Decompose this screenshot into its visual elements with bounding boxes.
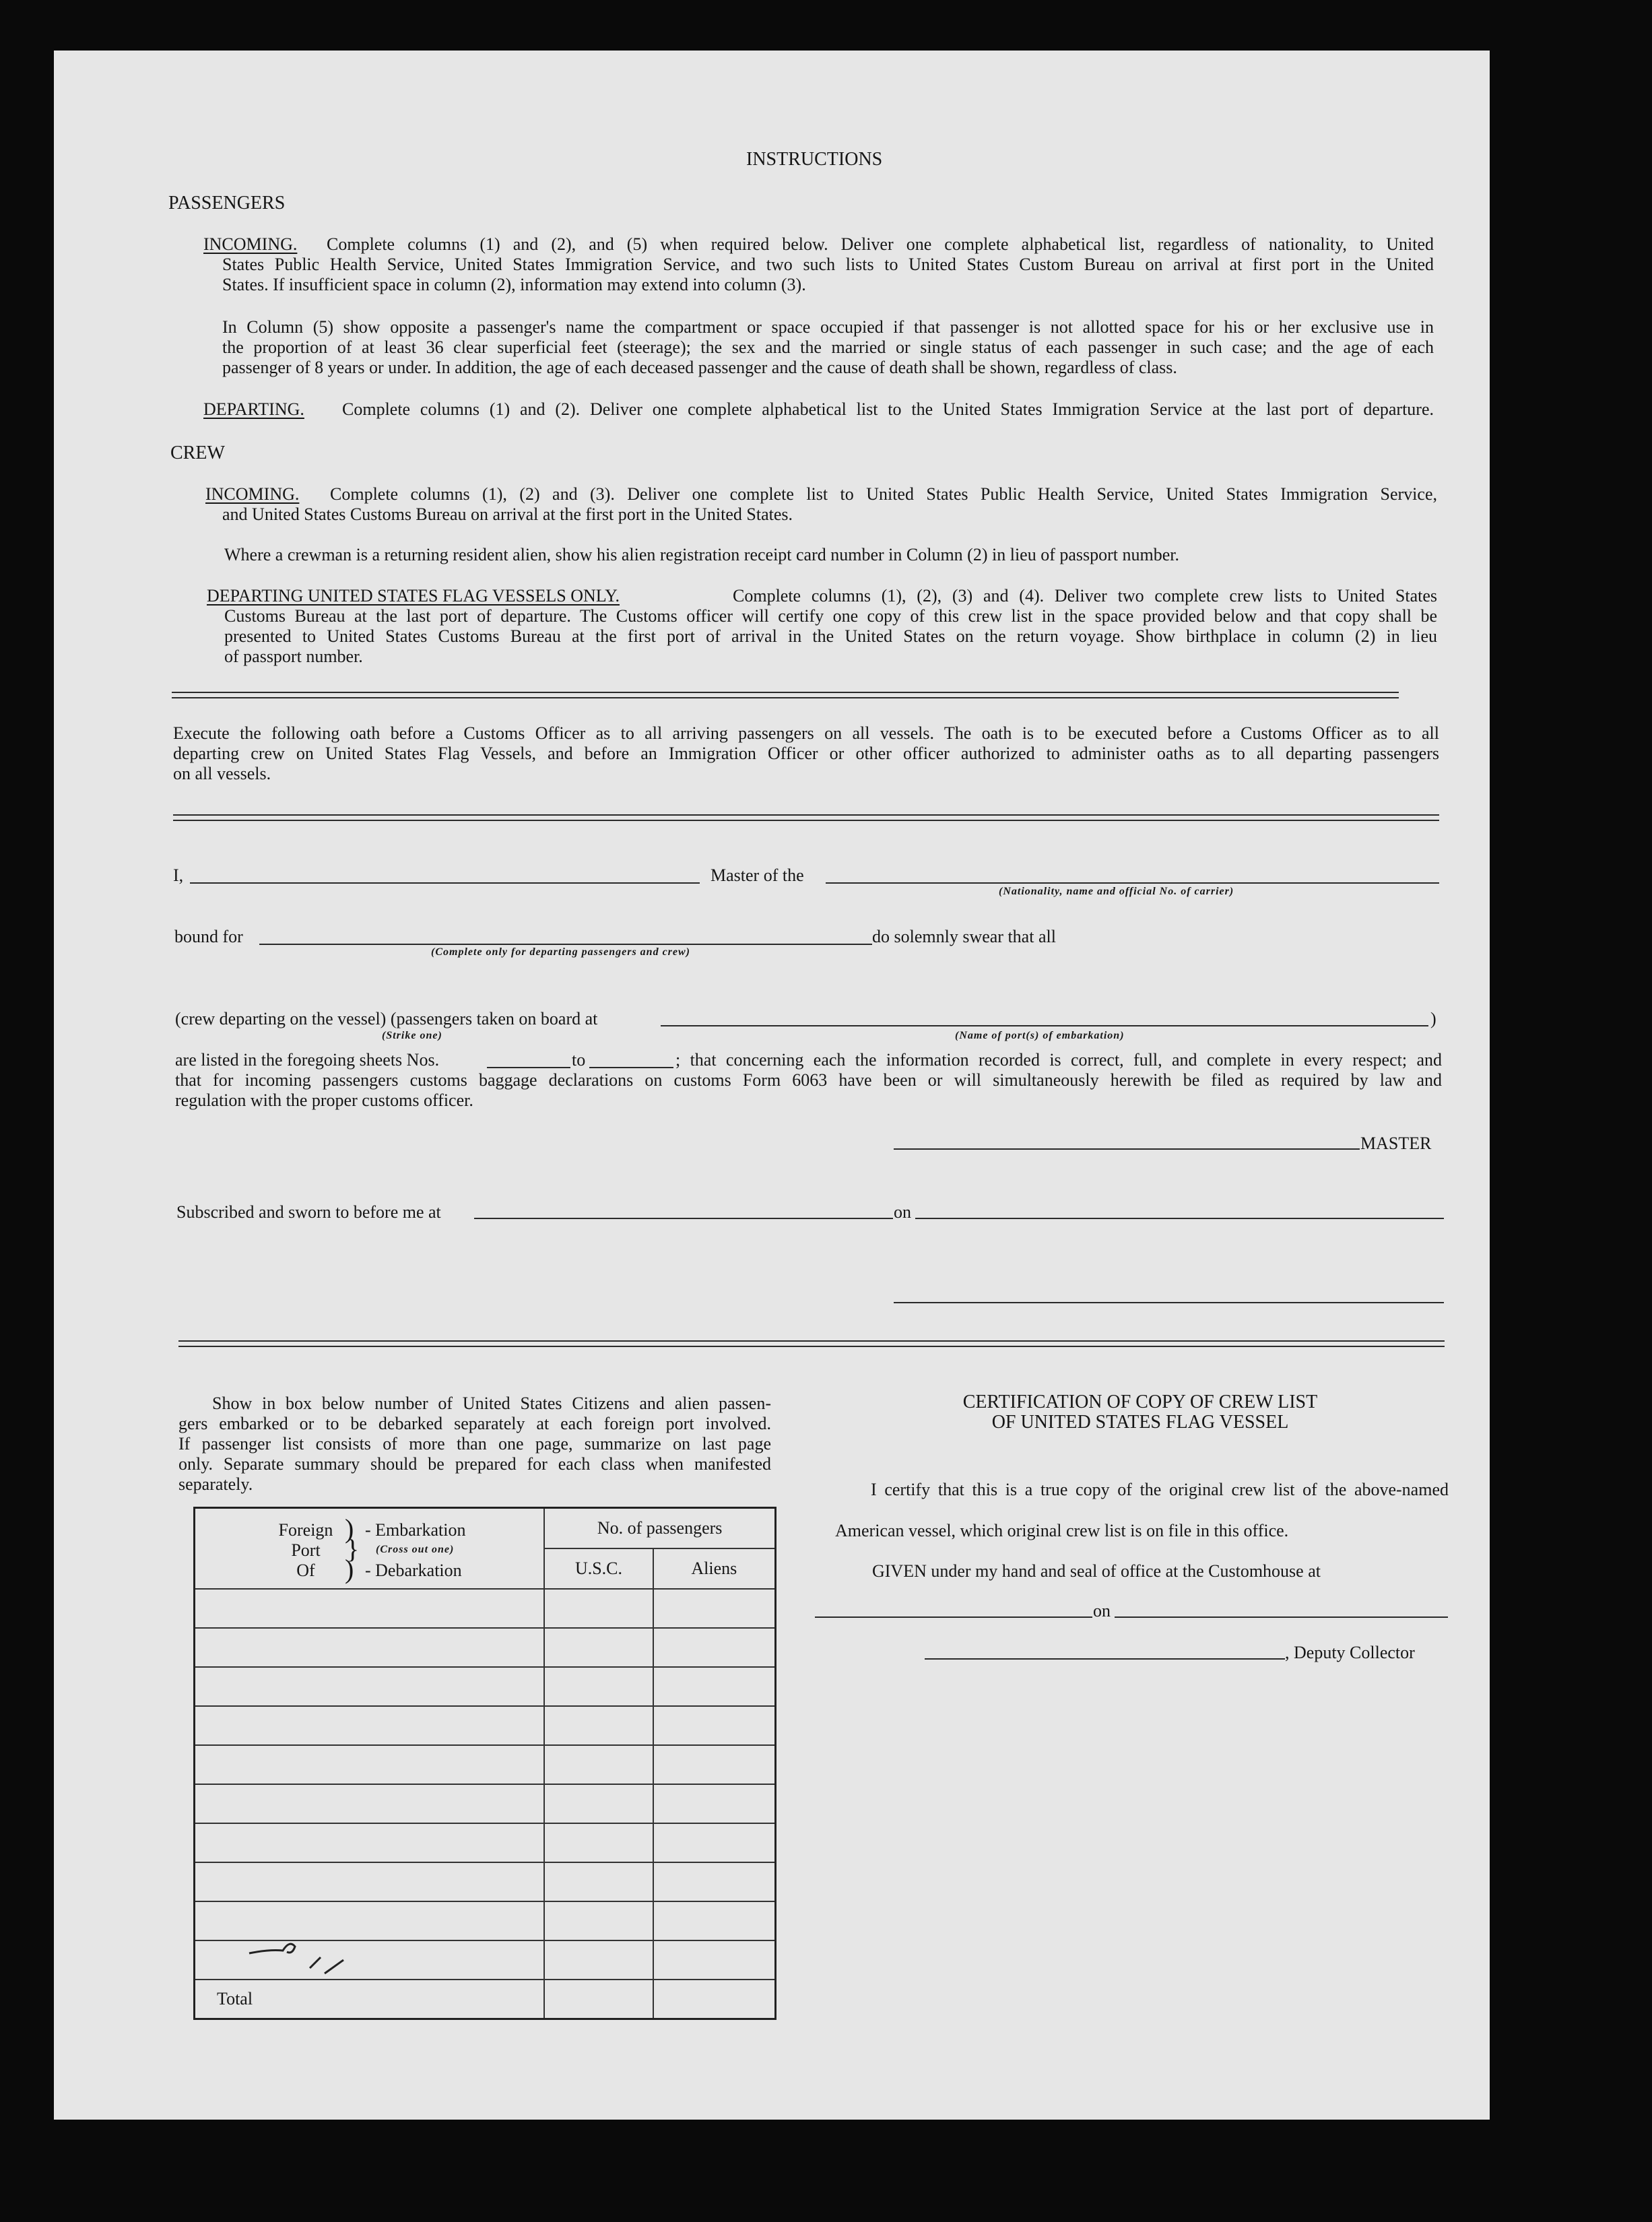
crew-resident-text: Where a crewman is a returning resident alien, show his alien registration receipt card number in Column (2) in lieu of passport number.	[224, 545, 1180, 564]
aliens-cell[interactable]	[653, 1706, 776, 1745]
sworn-date-field[interactable]	[915, 1218, 1444, 1219]
bound-for-caption: (Complete only for departing passengers and crew)	[431, 946, 690, 958]
table-row	[195, 1628, 776, 1667]
aliens-cell[interactable]	[653, 1823, 776, 1862]
port-cell[interactable]	[195, 1589, 545, 1628]
handwritten-mark	[242, 1926, 357, 1980]
table-row	[195, 1667, 776, 1706]
usc-cell[interactable]	[544, 1784, 653, 1823]
debarkation-label: - Debarkation	[365, 1561, 462, 1580]
close-paren: )	[1430, 1009, 1436, 1028]
master-label: MASTER	[1360, 1134, 1432, 1153]
certification-date-field[interactable]	[1115, 1616, 1448, 1618]
usc-cell[interactable]	[544, 1901, 653, 1940]
total-aliens-cell[interactable]	[653, 1980, 776, 2019]
usc-cell[interactable]	[544, 1628, 653, 1667]
passengers-incoming-line2: States Public Health Service, United States Immigration Service, and two such lists to United States Custom Bureau on arrival at first port in the United	[222, 255, 1434, 274]
section-divider	[172, 692, 1399, 698]
port-cell[interactable]	[195, 1862, 545, 1901]
table-row	[195, 1745, 776, 1784]
customhouse-field[interactable]	[815, 1616, 1092, 1618]
listed-text-a: are listed in the foregoing sheets Nos.	[175, 1050, 440, 1070]
bound-for-label: bound for	[174, 927, 243, 946]
no-passengers-header: No. of passengers	[544, 1508, 775, 1549]
aliens-cell[interactable]	[653, 1784, 776, 1823]
listed-to: to	[572, 1050, 586, 1070]
section-divider	[173, 814, 1439, 821]
ports-caption: (Name of port(s) of embarkation)	[955, 1030, 1125, 1041]
strike-one-caption: (Strike one)	[382, 1030, 442, 1041]
certification-title-2: OF UNITED STATES FLAG VESSEL	[991, 1412, 1289, 1433]
port-cell[interactable]	[195, 1628, 545, 1667]
column5-line3: passenger of 8 years or under. In addition, the age of each deceased passenger and the cause of death shall be shown, regardless of class.	[222, 358, 1177, 377]
port-header	[195, 1508, 545, 1590]
master-of-label: Master of the	[711, 865, 804, 885]
embarkation-label: - Embarkation	[365, 1520, 466, 1540]
listed-line3: regulation with the proper customs officer.	[175, 1090, 473, 1110]
certification-title-1: CERTIFICATION OF COPY OF CREW LIST	[962, 1392, 1318, 1412]
passengers-incoming-label: INCOMING.	[203, 234, 298, 254]
aliens-header: Aliens	[653, 1548, 776, 1589]
usc-cell[interactable]	[544, 1862, 653, 1901]
crew-departing-line4: of passport number.	[224, 647, 363, 666]
sheet-to-field[interactable]	[589, 1067, 673, 1068]
column5-line2: the proportion of at least 36 clear superficial feet (steerage); the sex and the married or single status of each passenger in such case; and the age of each	[222, 337, 1434, 357]
bound-for-field[interactable]	[259, 944, 872, 945]
officer-signature-field[interactable]	[894, 1302, 1444, 1303]
usc-cell[interactable]	[544, 1589, 653, 1628]
port-cell[interactable]	[195, 1706, 545, 1745]
aliens-cell[interactable]	[653, 1745, 776, 1784]
total-label: Total	[217, 1989, 253, 2008]
master-name-field[interactable]	[190, 882, 700, 884]
crew-incoming-label: INCOMING.	[205, 484, 300, 504]
total-usc-cell[interactable]	[544, 1980, 653, 2019]
listed-text-b: ; that concerning each the information recorded is correct, full, and complete in every respect; and	[675, 1050, 1442, 1070]
crew-incoming-line1: Complete columns (1), (2) and (3). Deliver one complete list to United States Public Health Service, United States Immigration Service,	[330, 484, 1437, 504]
aliens-cell[interactable]	[653, 1862, 776, 1901]
port-cell[interactable]	[195, 1745, 545, 1784]
port-cell[interactable]	[195, 1667, 545, 1706]
port-cell[interactable]	[195, 1823, 545, 1862]
table-row	[195, 1706, 776, 1745]
usc-cell[interactable]	[544, 1745, 653, 1784]
summary-line2: gers embarked or to be debarked separately at each foreign port involved.	[178, 1414, 771, 1433]
sworn-place-field[interactable]	[474, 1218, 893, 1219]
usc-cell[interactable]	[544, 1667, 653, 1706]
summary-line3: If passenger list consists of more than one page, summarize on last page	[178, 1434, 771, 1453]
passengers-title: PASSENGERS	[168, 193, 286, 214]
aliens-cell[interactable]	[653, 1901, 776, 1940]
certification-on-label: on	[1093, 1601, 1111, 1621]
crew-departing-line3: presented to United States Customs Bureau at the first port of arrival in the United States on the return voyage. Show birthplace in column (2) in lieu	[224, 626, 1437, 646]
oath-intro-line1: Execute the following oath before a Customs Officer as to all arriving passengers on all vessels. The oath is to be executed before a Customs Officer as to all	[173, 723, 1439, 743]
subscribed-text: Subscribed and sworn to before me at	[176, 1202, 441, 1222]
crew-departing-text: (crew departing on the vessel) (passengers taken on board at	[175, 1009, 598, 1028]
oath-intro-line3: on all vessels.	[173, 764, 271, 783]
page-heading: INSTRUCTIONS	[746, 149, 883, 170]
of-label: Of	[296, 1561, 315, 1580]
brace-bottom: )	[345, 1554, 354, 1584]
port-label: Port	[291, 1540, 321, 1560]
section-divider	[178, 1340, 1445, 1347]
foreign-label: Foreign	[278, 1520, 333, 1540]
usc-cell[interactable]	[544, 1823, 653, 1862]
summary-line1: Show in box below number of United States Citizens and alien passen-	[212, 1394, 771, 1413]
embarkation-ports-field[interactable]	[661, 1025, 1428, 1026]
deputy-collector-label: , Deputy Collector	[1285, 1643, 1415, 1662]
summary-line4: only. Separate summary should be prepared for each class when manifested	[178, 1454, 771, 1474]
carrier-field[interactable]	[826, 882, 1439, 884]
oath-intro-line2: departing crew on United States Flag Vessels, and before an Immigration Officer or other officer authorized to administer oaths as to all departing passengers	[173, 744, 1439, 763]
table-row	[195, 1823, 776, 1862]
crew-departing-line1: Complete columns (1), (2), (3) and (4). Deliver two complete crew lists to United States	[733, 586, 1437, 606]
crew-departing-line2: Customs Bureau at the last port of departure. The Customs officer will certify one copy of this crew list in the space provided below and that copy shall be	[224, 606, 1437, 626]
summary-line5: separately.	[178, 1474, 253, 1494]
table-row	[195, 1862, 776, 1901]
aliens-cell[interactable]	[653, 1667, 776, 1706]
certification-line3: GIVEN under my hand and seal of office at the Customhouse at	[872, 1561, 1321, 1581]
aliens-cell[interactable]	[653, 1589, 776, 1628]
total-row	[195, 1980, 776, 2019]
master-signature-field[interactable]	[894, 1148, 1360, 1150]
table-row	[195, 1784, 776, 1823]
cross-out-caption: (Cross out one)	[376, 1544, 455, 1555]
crew-title: CREW	[170, 443, 225, 463]
column5-line1: In Column (5) show opposite a passenger's name the compartment or space occupied if that passenger is not allotted space for his or her exclusive use in	[222, 317, 1434, 337]
usc-header: U.S.C.	[544, 1548, 653, 1589]
aliens-cell[interactable]	[653, 1628, 776, 1667]
sheet-from-field[interactable]	[487, 1067, 570, 1068]
listed-line2: that for incoming passengers customs baggage declarations on customs Form 6063 have been or will simultaneously herewith be filed as required by law and	[175, 1070, 1442, 1090]
passengers-departing-label: DEPARTING.	[203, 399, 304, 419]
swear-text: do solemnly swear that all	[872, 927, 1056, 946]
carrier-caption: (Nationality, name and official No. of carrier)	[999, 886, 1234, 897]
passengers-incoming-line1: Complete columns (1) and (2), and (5) when required below. Deliver one complete alphabetical list, regardless of nationality, to United	[327, 234, 1434, 254]
certification-line1: I certify that this is a true copy of the original crew list of the above-named	[871, 1480, 1449, 1499]
crew-incoming-line2: and United States Customs Bureau on arrival at the first port in the United States.	[222, 504, 793, 524]
passengers-departing-text: Complete columns (1) and (2). Deliver one complete alphabetical list to the United States Immigration Service at the last port of departure.	[342, 399, 1434, 419]
crew-departing-label: DEPARTING UNITED STATES FLAG VESSELS ONLY.	[207, 586, 620, 606]
brace-mid: }	[346, 1534, 360, 1564]
table-row	[195, 1589, 776, 1628]
usc-cell[interactable]	[544, 1940, 653, 1980]
brace-top: )	[345, 1513, 354, 1544]
aliens-cell[interactable]	[653, 1940, 776, 1980]
certification-line2: American vessel, which original crew list is on file in this office.	[835, 1521, 1289, 1540]
oath-i-label: I,	[173, 865, 184, 885]
deputy-signature-field[interactable]	[925, 1658, 1285, 1660]
total-label-cell	[195, 1980, 545, 2019]
sworn-on-label: on	[894, 1202, 911, 1222]
port-cell[interactable]	[195, 1784, 545, 1823]
usc-cell[interactable]	[544, 1706, 653, 1745]
passengers-incoming-line3: States. If insufficient space in column (2), information may extend into column (3).	[222, 275, 806, 294]
